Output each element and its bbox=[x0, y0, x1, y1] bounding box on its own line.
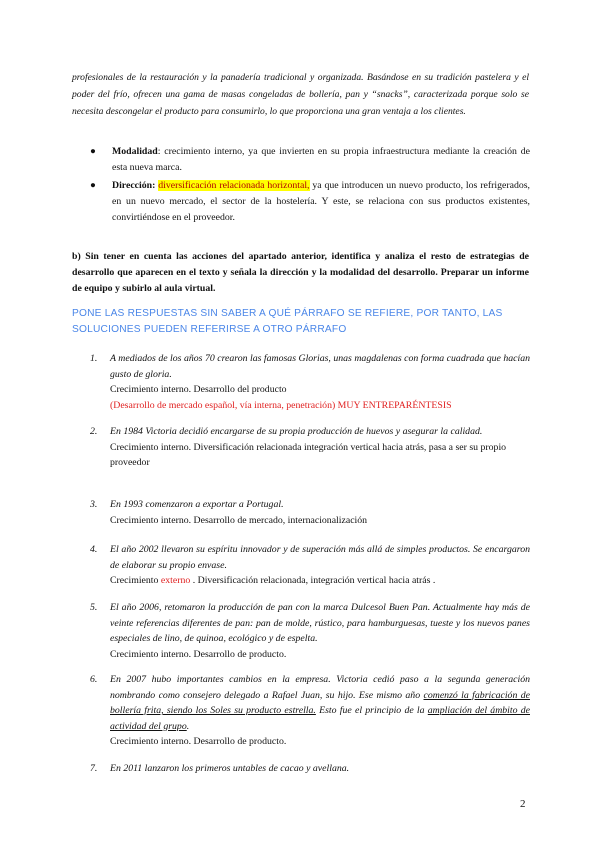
answer-quote-part: En 2007 hubo importantes cambios en la empresa. Victoria cedió paso a la segunda generación nombrando como consejero delegado a Rafael Juan, su hijo. Ese mismo año bbox=[110, 674, 530, 701]
underlined-text: ampliación del ámbito de actividad del grupo bbox=[110, 705, 530, 732]
answer-quote: En 1984 Victoria decidió encargarse de su propia producción de huevos y asegurar la calidad. bbox=[110, 426, 483, 437]
answer-item-2 bbox=[90, 424, 530, 471]
answer-text: Crecimiento interno. Desarrollo de mercado, internacionalización bbox=[110, 514, 368, 526]
bullet-direccion-text: ya que introducen un nuevo producto, los refrigerados, en un nuevo mercado, el sector de la hostelería. Y este, se relaciona con sus productos existentes, convirtiéndose en el proveedor. bbox=[112, 180, 531, 223]
bullet-dot-icon: ● bbox=[90, 180, 96, 191]
question-b: b) Sin tener en cuenta las acciones del apartado anterior, identifica y analiza el resto de estrategias de desarrollo que aparecen en el texto y señala la dirección y la modalidad del desarrollo. Preparar un informe de equipo y subirlo al aula virtual. bbox=[72, 251, 529, 294]
answer-text-part: Crecimiento bbox=[110, 575, 161, 586]
answer-item-1 bbox=[90, 351, 530, 413]
answer-item-3 bbox=[90, 497, 530, 528]
answer-quote: El año 2006, retomaron la producción de pan con la marca Dulcesol Buen Pan. Actualmente hay más de veinte referencias diferentes de pan: pan de molde, rústico, para hamburguesas, tueste y los nuevos panes especiales de lino, de quinoa, ecológico y de espelta. bbox=[110, 602, 530, 644]
intro-paragraph: profesionales de la restauración y la panadería tradicional y organizada. Basándose en su tradición pastelera y el poder del frío, ofrecen una gama de masas congeladas de bollería, pan y “snacks”, caracterizada porque solo se necesita descongelar el producto para consumirlo, lo que proporciona una gran ventaja a los clientes. bbox=[72, 72, 529, 117]
bullet-modalidad bbox=[90, 144, 530, 176]
page-number: 2 bbox=[520, 798, 526, 810]
answer-number: 5. bbox=[90, 602, 98, 613]
answer-item-4 bbox=[90, 542, 530, 589]
bullet-direccion bbox=[90, 178, 530, 226]
answer-number: 3. bbox=[90, 499, 98, 510]
answer-quote bbox=[110, 672, 530, 734]
answer-item-7 bbox=[90, 761, 530, 777]
answer-text bbox=[110, 573, 530, 589]
answer-quote-part: . bbox=[186, 720, 190, 732]
answer-text: Crecimiento interno. Desarrollo de producto. bbox=[110, 648, 287, 660]
bullet-direccion-label: Dirección: bbox=[112, 180, 156, 191]
answer-quote: A mediados de los años 70 crearon las famosas Glorias, unas magdalenas con forma cuadrada que hacían gusto de gloria. bbox=[110, 353, 530, 380]
answer-correction: externo bbox=[160, 575, 191, 586]
answer-number: 2. bbox=[90, 426, 98, 437]
bullet-modalidad-text: : crecimiento interno, ya que invierten en su propia infraestructura mediante la creación de esta nueva marca. bbox=[112, 146, 530, 173]
bullet-list bbox=[90, 144, 530, 226]
bullet-modalidad-label: Modalidad bbox=[112, 146, 158, 157]
teacher-note: PONE LAS RESPUESTAS SIN SABER A QUÉ PÁRRAFO SE REFIERE, POR TANTO, LAS SOLUCIONES PUEDEN REFERIRSE A OTRO PÁRRAFO bbox=[72, 308, 503, 335]
highlighted-text: diversificación relacionada horizontal, bbox=[158, 180, 310, 191]
answer-text-part: . Diversificación relacionada, integración vertical hacia atrás . bbox=[190, 575, 436, 586]
answer-item-5 bbox=[90, 600, 530, 662]
answer-text: Crecimiento interno. Diversificación relacionada integración vertical hacia atrás, pasa a ser su propio proveedor bbox=[110, 441, 507, 468]
underlined-text: comenzó la fabricación de bollería frita, siendo los Soles su producto estrella. bbox=[110, 689, 530, 716]
answer-quote-part: Esto fue el principio de la bbox=[315, 705, 428, 716]
answer-number: 7. bbox=[90, 763, 98, 774]
answer-quote: En 2011 lanzaron los primeros untables de cacao y avellana. bbox=[110, 763, 350, 774]
answer-text: Crecimiento interno. Desarrollo de producto. bbox=[110, 736, 287, 747]
bullet-dot-icon: ● bbox=[90, 146, 96, 157]
answer-item-6 bbox=[90, 672, 530, 750]
answer-quote: El año 2002 llevaron su espíritu innovador y de superación más allá de simples productos. Se encargaron de elaborar su propio envase. bbox=[110, 544, 530, 571]
answer-correction: (Desarrollo de mercado español, vía interna, penetración) MUY ENTREPARÉNTESIS bbox=[110, 399, 452, 411]
answer-number: 4. bbox=[90, 544, 98, 555]
answer-number: 1. bbox=[90, 353, 98, 364]
answer-number: 6. bbox=[90, 674, 98, 685]
answer-text: Crecimiento interno. Desarrollo del producto bbox=[110, 384, 287, 395]
answer-quote: En 1993 comenzaron a exportar a Portugal. bbox=[110, 499, 284, 510]
